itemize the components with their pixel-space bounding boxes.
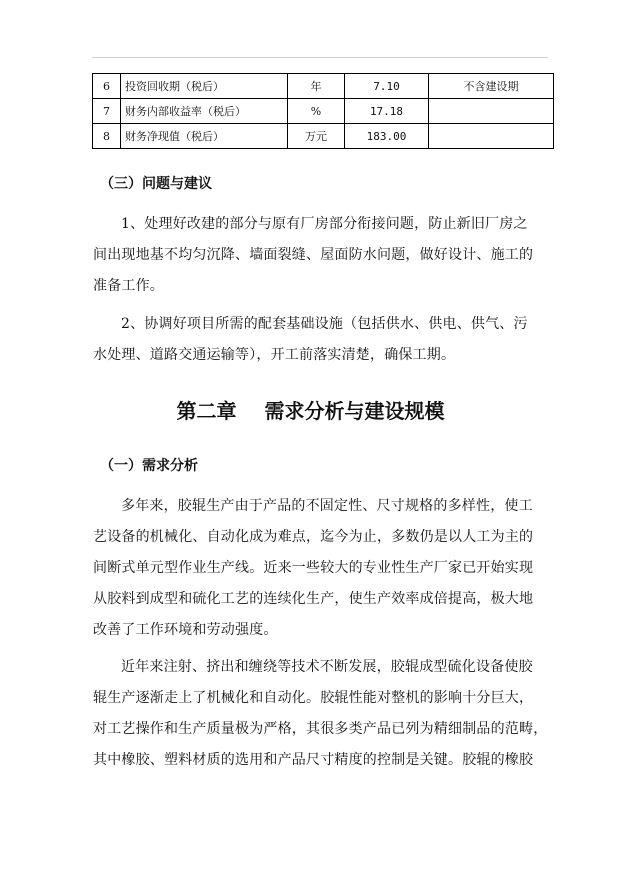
section-heading-issues: （三）问题与建议	[100, 176, 212, 192]
indicator-value: 183.00	[345, 124, 429, 149]
text-line: 2、协调好项目所需的配套基础设施（包括供水、供电、供气、污	[121, 316, 528, 332]
indicator-unit: 年	[288, 74, 345, 99]
paragraph-issue-1	[93, 209, 545, 302]
indicator-name: 投资回收期（税后）	[121, 74, 288, 99]
text-line: 辊生产逐渐走上了机械化和自动化。胶辊性能对整机的影响十分巨大，	[93, 690, 534, 706]
indicator-unit: 万元	[288, 124, 345, 149]
indicator-value: 7.10	[345, 74, 429, 99]
paragraph-demand-1	[93, 491, 545, 646]
paragraph-demand-2	[93, 652, 548, 776]
indicator-name: 财务净现值（税后）	[121, 124, 288, 149]
section-heading-demand: （一）需求分析	[100, 458, 198, 474]
chapter-title	[0, 395, 621, 424]
paragraph-issue-2	[93, 309, 545, 371]
text-line: 间断式单元型作业生产线。近来一些较大的专业性生产厂家已开始实现	[93, 560, 534, 576]
indicator-note: 不含建设期	[429, 74, 554, 99]
text-line: 1、处理好改建的部分与原有厂房部分衔接问题，防止新旧厂房之	[121, 216, 528, 232]
indicator-unit: %	[288, 99, 345, 124]
financial-indicators-table	[92, 73, 554, 149]
text-line: 近年来注射、挤出和缠绕等技术不断发展，胶辊成型硫化设备使胶	[121, 659, 533, 675]
indicator-name: 财务内部收益率（税后）	[121, 99, 288, 124]
table-row	[93, 99, 554, 124]
indicator-note	[429, 124, 554, 149]
row-index: 6	[93, 74, 121, 99]
text-line: 间出现地基不均匀沉降、墙面裂缝、屋面防水问题，做好设计、施工的	[93, 247, 534, 263]
chapter-name: 需求分析与建设规模	[264, 399, 445, 423]
text-line: 水处理、道路交通运输等），开工前落实清楚，确保工期。	[93, 347, 456, 363]
table-row	[93, 74, 554, 99]
row-index: 8	[93, 124, 121, 149]
text-line: 多年来，胶辊生产由于产品的不固定性、尺寸规格的多样性，使工	[121, 498, 533, 514]
text-line: 艺设备的机械化、自动化成为难点，迄今为止，多数仍是以人工为主的	[93, 529, 534, 545]
text-line: 改善了工作环境和劳动强度。	[93, 622, 278, 638]
header-rule	[92, 57, 548, 58]
row-index: 7	[93, 99, 121, 124]
chapter-number: 第二章	[176, 399, 237, 423]
text-line: 从胶料到成型和硫化工艺的连续化生产，使生产效率成倍提高，极大地	[93, 591, 534, 607]
indicator-value: 17.18	[345, 99, 429, 124]
text-line: 对工艺操作和生产质量极为严格，其很多类产品已列为精细制品的范畴，	[93, 721, 548, 737]
text-line: 准备工作。	[93, 278, 164, 294]
indicator-note	[429, 99, 554, 124]
text-line: 其中橡胶、塑料材质的选用和产品尺寸精度的控制是关键。胶辊的橡胶	[93, 752, 534, 768]
table-row	[93, 124, 554, 149]
